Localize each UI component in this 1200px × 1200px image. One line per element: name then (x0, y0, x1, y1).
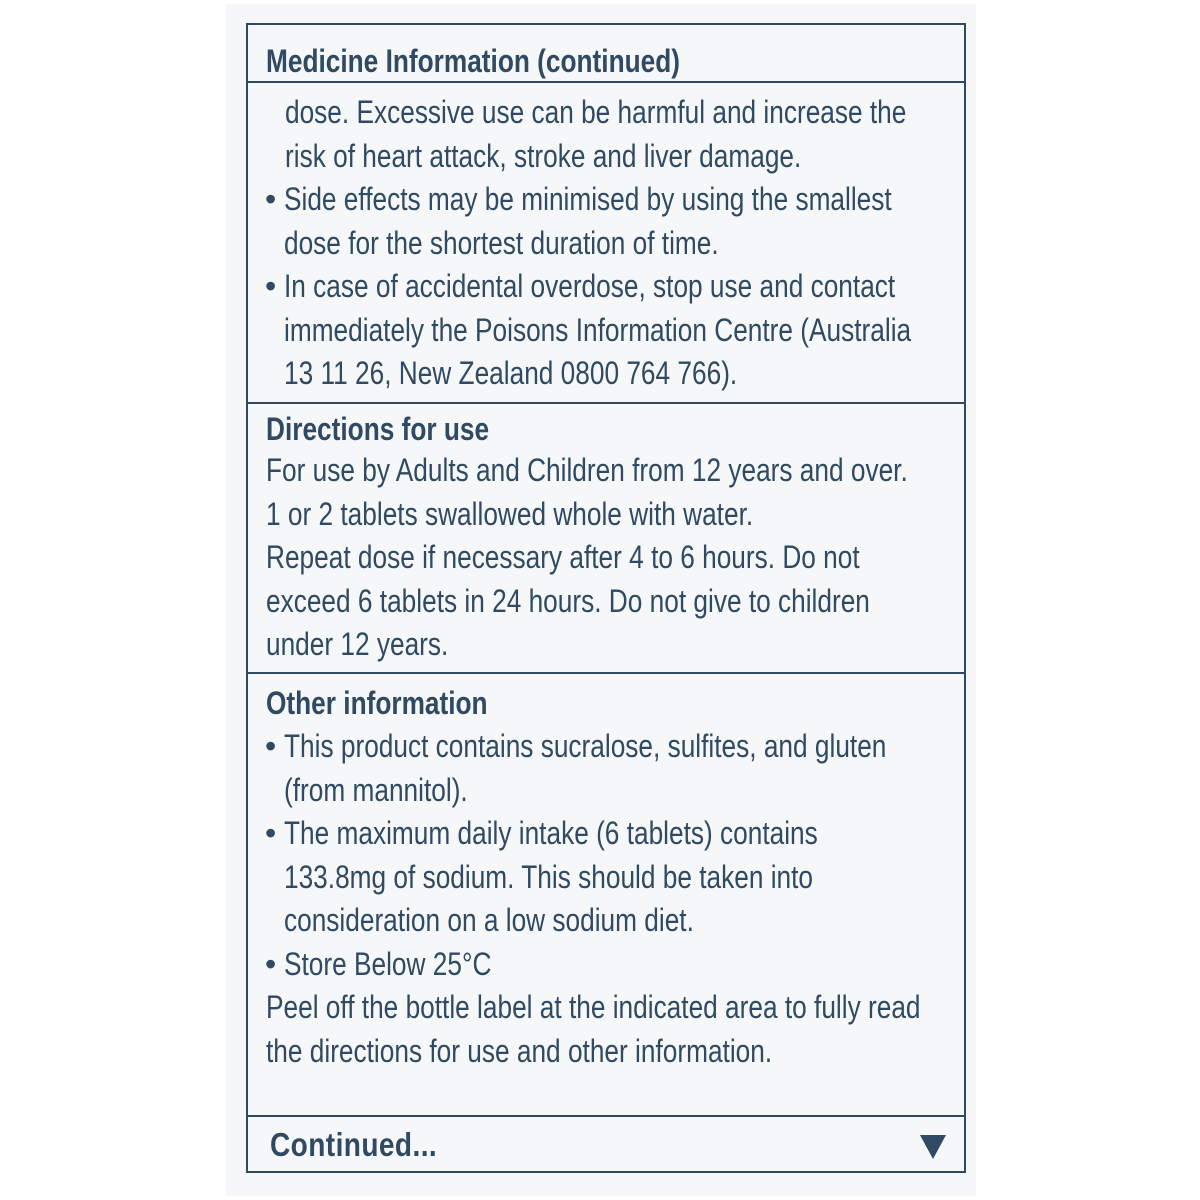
bullet-line: The maximum daily intake (6 tablets) contains (284, 815, 818, 851)
list-item (265, 725, 964, 812)
bullet-icon: • (265, 181, 277, 217)
bullet-line: (from mannitol). (284, 771, 468, 808)
title-divider (248, 81, 964, 83)
bullet-line: Store Below 25°C (284, 945, 492, 982)
directions-heading: Directions for use (266, 411, 490, 447)
continued-line: dose. Excessive use can be harmful and increase the (285, 94, 907, 130)
bullet-icon: • (265, 728, 277, 764)
directions-line: Repeat dose if necessary after 4 to 6 hours. Do not (266, 539, 860, 575)
section-divider (248, 672, 964, 674)
section-divider (248, 402, 964, 404)
bullet-icon: • (265, 268, 277, 304)
bullet-line: Side effects may be minimised by using the smallest (284, 181, 892, 217)
directions-line: 1 or 2 tablets swallowed whole with water. (266, 495, 754, 532)
directions-line: For use by Adults and Children from 12 years and over. (266, 452, 908, 488)
bullet-line: In case of accidental overdose, stop use and contact (284, 268, 896, 304)
medicine-bullet-list (248, 178, 964, 396)
list-item (265, 943, 964, 987)
list-item (265, 265, 964, 396)
bullet-line: immediately the Poisons Information Centre (Australia (284, 311, 912, 348)
list-item (265, 178, 964, 265)
bullet-line: consideration on a low sodium diet. (284, 902, 694, 938)
other-info-bullet-list (248, 725, 964, 986)
down-triangle-icon (920, 1135, 946, 1159)
title-section (248, 43, 964, 79)
bullet-line: dose for the shortest duration of time. (284, 224, 719, 261)
directions-line: under 12 years. (266, 626, 449, 662)
bullet-icon: • (265, 815, 277, 851)
continued-line: risk of heart attack, stroke and liver damage. (285, 137, 802, 174)
continued-label: Continued... (270, 1126, 438, 1163)
note-line: Peel off the bottle label at the indicated area to fully read (266, 989, 921, 1025)
other-info-note (248, 986, 964, 1073)
medicine-info-panel (246, 23, 966, 1173)
directions-section (248, 409, 964, 667)
other-info-heading: Other information (266, 685, 488, 721)
other-info-section (248, 683, 964, 723)
note-line: the directions for use and other information. (266, 1032, 773, 1069)
directions-line: exceed 6 tablets in 24 hours. Do not give to children (266, 582, 870, 619)
bullet-line: 13 11 26, New Zealand 0800 764 766). (284, 355, 738, 391)
footer-divider (248, 1115, 964, 1117)
bullet-line: This product contains sucralose, sulfites, and gluten (284, 728, 887, 764)
bullet-icon: • (265, 945, 277, 982)
bullet-line: 133.8mg of sodium. This should be taken into (284, 858, 814, 895)
medicine-info-section (248, 91, 964, 178)
page-title: Medicine Information (continued) (266, 43, 680, 79)
list-item (265, 812, 964, 943)
